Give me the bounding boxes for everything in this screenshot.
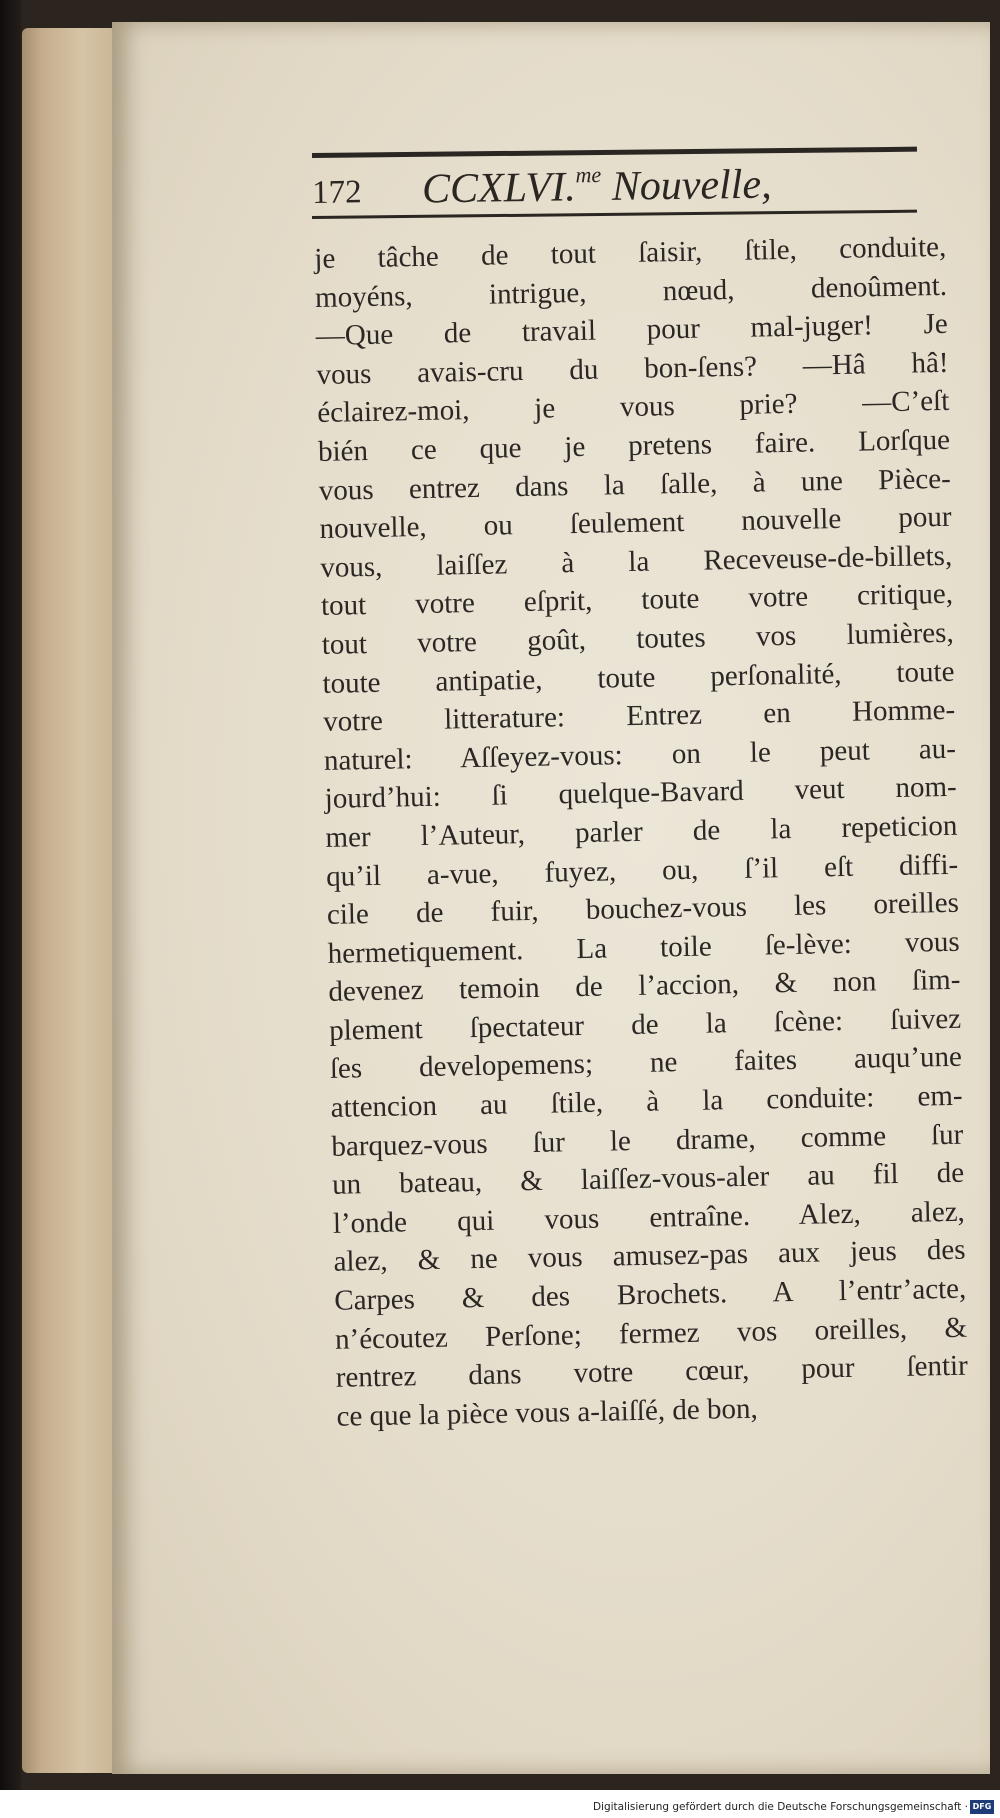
running-title-main: CCXLVI. bbox=[421, 164, 576, 213]
text-line: alez, & ne vous amusez-pas aux jeus des bbox=[333, 1234, 966, 1279]
text-line: ce que la pièce vous a-laiſſé, de bon, bbox=[336, 1392, 758, 1433]
text-line: un bateau, & laiſſez-vous-aler au fil de bbox=[331, 1156, 965, 1202]
text-line: nouvelle, ou ſeulement nouvelle pour bbox=[319, 500, 952, 546]
text-line: mer l’Auteur, parler de la repeticion bbox=[325, 809, 958, 854]
dfg-logo: DFG bbox=[970, 1800, 994, 1814]
text-line: rentrez dans votre cœur, pour ſentir bbox=[335, 1349, 969, 1395]
page-header bbox=[312, 153, 923, 214]
digitization-credit: Digitalisierung gefördert durch die Deutsche Forschungsgemeinschaft · bbox=[592, 1801, 968, 1813]
body-text bbox=[314, 228, 969, 1436]
text-line: ſes developemens; ne faites auqu’une bbox=[329, 1041, 963, 1086]
text-line: bién ce que je pretens faire. Lorſque bbox=[317, 423, 951, 468]
text-line: naturel: Aſſeyez-vous: on le peut au- bbox=[323, 732, 957, 777]
text-line: attencion au ſtile, à la conduite: em- bbox=[330, 1079, 963, 1124]
text-line: tout votre goût, toutes vos lumières, bbox=[321, 616, 954, 661]
text-line: vous avais-cru du bon-ſens? —Hâ hâ! bbox=[316, 346, 949, 391]
text-line: l’onde qui vous entraîne. Alez, alez, bbox=[332, 1195, 966, 1240]
text-line: tout votre eſprit, toute votre critique, bbox=[320, 578, 954, 623]
text-line: votre litterature: Entrez en Homme- bbox=[322, 693, 956, 739]
running-title-rest: Nouvelle, bbox=[600, 161, 772, 210]
text-line: qu’il a-vue, fuyez, ou, ſ’il eſt diffi- bbox=[325, 848, 959, 893]
text-line: vous, laiſſez à la Receveuse-de-billets, bbox=[319, 539, 953, 584]
text-line: n’écoutez Perſone; fermez vos oreilles, & bbox=[334, 1311, 968, 1356]
text-line: cile de fuir, bouchez-vous les oreilles bbox=[326, 886, 960, 931]
text-line: —Que de travail pour mal-juger! Je bbox=[315, 308, 949, 353]
text-line: hermetiquement. La toile ſe-lève: vous bbox=[327, 925, 960, 970]
text-line: vous entrez dans la ſalle, à une Pièce- bbox=[318, 462, 952, 507]
text-line: plement ſpectateur de la ſcène: ſuivez bbox=[328, 1002, 962, 1047]
running-title bbox=[422, 160, 772, 214]
text-line: Carpes & des Brochets. A l’entr’acte, bbox=[334, 1272, 967, 1317]
text-line: barquez-vous ſur le drame, comme ſur bbox=[331, 1118, 964, 1163]
text-line: éclairez-moi, je vous prie? —C’eſt bbox=[317, 385, 950, 430]
text-line: je tâche de tout ſaisir, ſtile, conduite, bbox=[314, 230, 947, 275]
page-number: 172 bbox=[311, 174, 362, 211]
text-line: toute antipatie, toute perſonalité, toute bbox=[322, 655, 955, 700]
text-line: moyéns, intrigue, nœud, denoûment. bbox=[314, 269, 948, 314]
text-line: jourd’hui: ſi quelque-Bavard veut nom- bbox=[324, 771, 957, 816]
text-line: devenez temoin de l’accion, & non ſim- bbox=[328, 964, 961, 1009]
running-title-superscript: me bbox=[575, 161, 602, 188]
